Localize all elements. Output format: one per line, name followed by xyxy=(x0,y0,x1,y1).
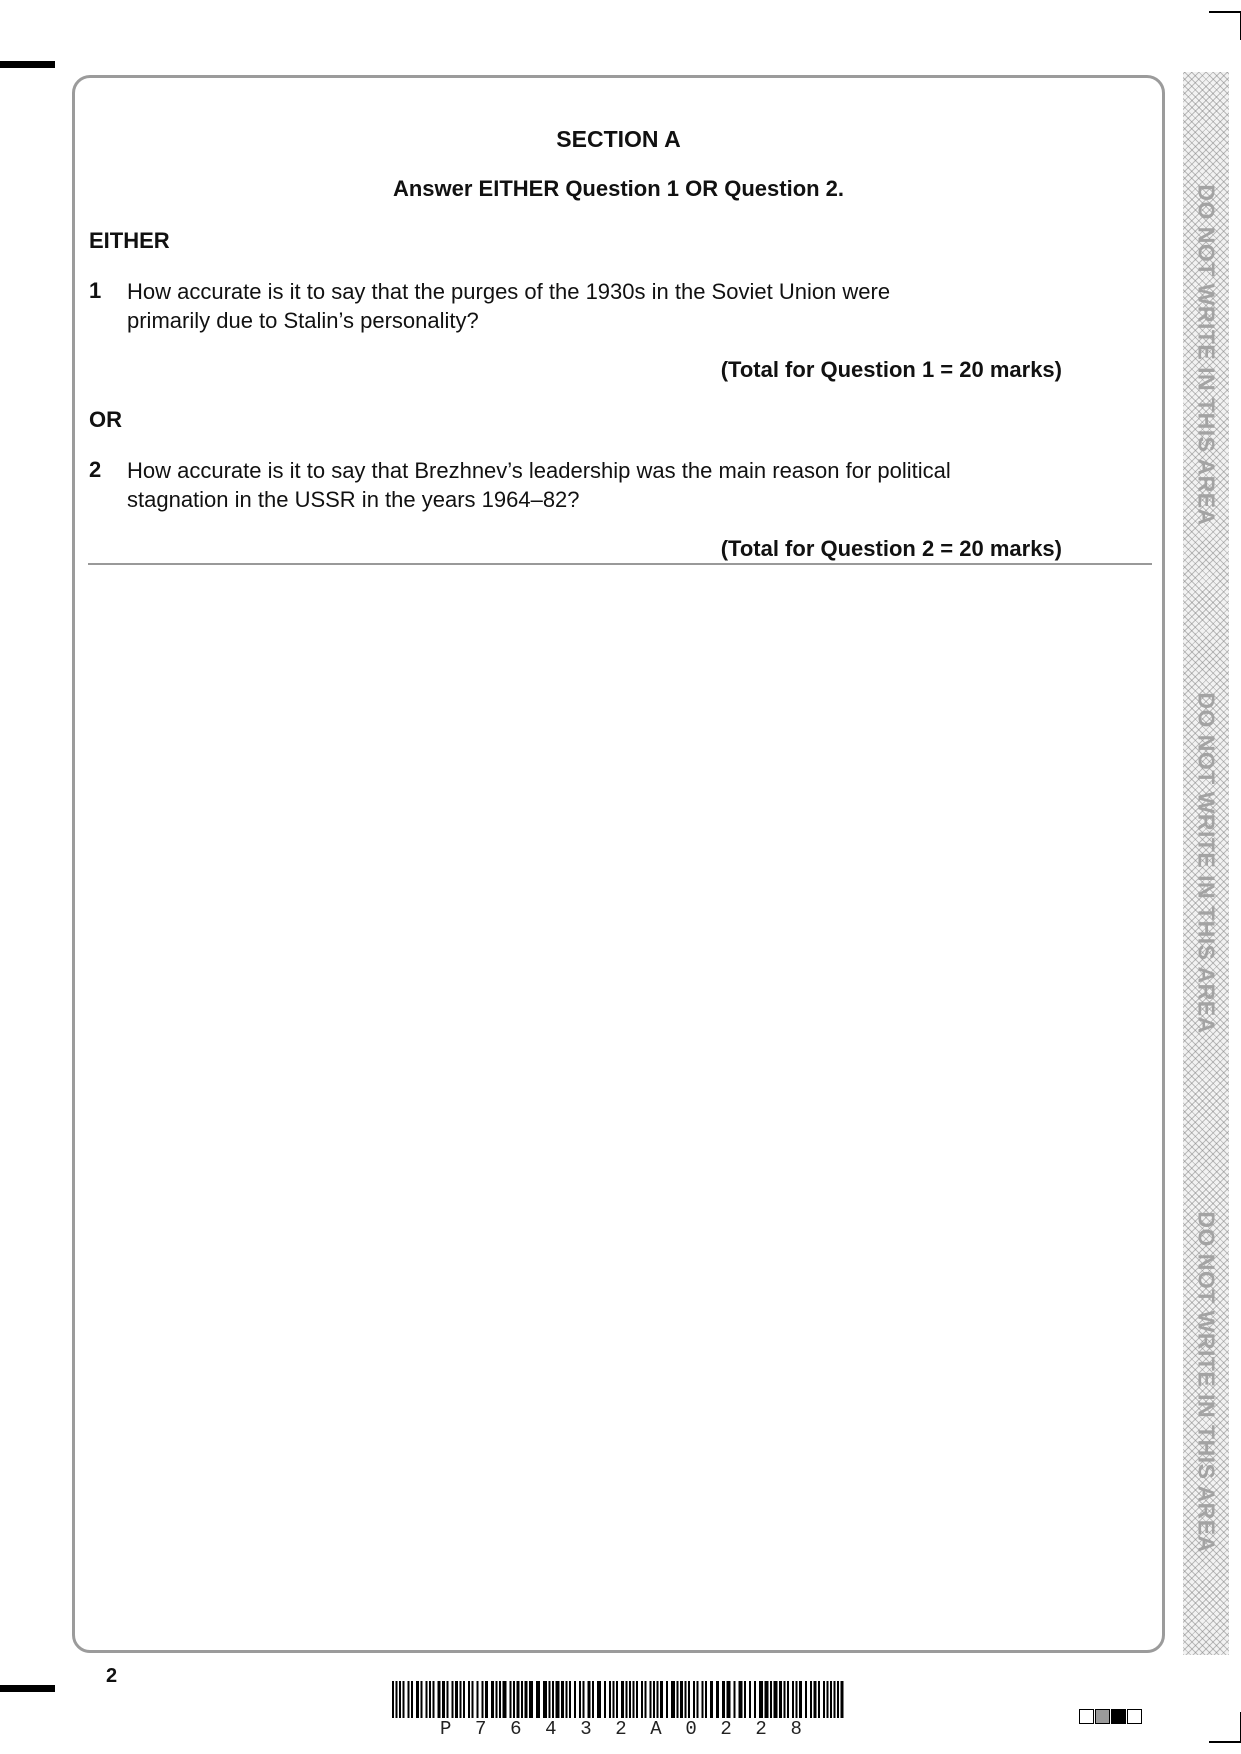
barcode-bar xyxy=(491,1681,494,1718)
barcode-bar xyxy=(841,1681,844,1718)
barcode-digits xyxy=(392,1718,844,1740)
page-number: 2 xyxy=(106,1665,118,1687)
barcode-bar xyxy=(521,1681,523,1718)
barcode-bar xyxy=(421,1681,423,1718)
barcode-bar xyxy=(739,1681,743,1718)
barcode-bar xyxy=(592,1681,594,1718)
barcode-bar xyxy=(503,1681,507,1718)
barcode-digit: 6 xyxy=(510,1718,522,1740)
question-text-line-2: stagnation in the USSR in the years 1964–82? xyxy=(127,487,580,512)
question-marks: (Total for Question 2 = 20 marks) xyxy=(720,536,1062,561)
margin-warning-top: DO NOT WRITE IN THIS AREA xyxy=(1193,184,1220,526)
barcode-bar xyxy=(765,1681,769,1718)
barcode-bar xyxy=(609,1681,611,1718)
barcode-bar xyxy=(749,1681,751,1718)
barcode-bar xyxy=(411,1681,413,1718)
barcode-bar xyxy=(556,1681,560,1718)
indicator-square xyxy=(1111,1709,1126,1724)
barcode-bar xyxy=(805,1681,807,1718)
barcode-bar xyxy=(566,1681,568,1718)
barcode-bar xyxy=(399,1681,401,1718)
barcode-bar xyxy=(710,1681,713,1718)
barcode-bar xyxy=(810,1681,812,1718)
page-indicator-squares xyxy=(1079,1709,1142,1724)
barcode-bar xyxy=(823,1681,825,1718)
barcode-bar xyxy=(754,1681,756,1718)
barcode-bar xyxy=(645,1681,647,1718)
barcode-bar xyxy=(396,1681,398,1718)
barcode-bar xyxy=(796,1681,798,1718)
indicator-square xyxy=(1127,1709,1142,1724)
barcode-bar xyxy=(677,1681,679,1718)
barcode-bar xyxy=(680,1681,683,1718)
margin-warning-middle: DO NOT WRITE IN THIS AREA xyxy=(1193,692,1220,1034)
barcode-bar xyxy=(636,1681,638,1718)
barcode-bar xyxy=(792,1681,794,1718)
barcode-bar xyxy=(403,1681,405,1718)
barcode-bar xyxy=(561,1681,564,1718)
barcode-bar xyxy=(408,1681,410,1718)
barcode-bar xyxy=(513,1681,515,1718)
barcode-bar xyxy=(452,1681,454,1718)
crop-mark-bottom-right xyxy=(1205,1712,1241,1754)
barcode-bar xyxy=(799,1681,802,1718)
barcode-bar xyxy=(744,1681,746,1718)
or-label: OR xyxy=(89,407,122,432)
barcode-bar xyxy=(650,1681,652,1718)
barcode-bar xyxy=(569,1681,571,1718)
question-text-line-2: primarily due to Stalin’s personality? xyxy=(127,308,479,333)
barcode-bar xyxy=(426,1681,428,1718)
registration-mark-bottom-left xyxy=(0,1685,55,1692)
barcode-bar xyxy=(657,1681,659,1718)
barcode-bar xyxy=(784,1681,786,1718)
barcode-bar xyxy=(455,1681,458,1718)
barcode-bar xyxy=(588,1681,591,1718)
barcode-bar xyxy=(702,1681,704,1718)
barcode-bar xyxy=(837,1681,839,1718)
barcode-bar xyxy=(460,1681,462,1718)
barcode-digit: 2 xyxy=(755,1718,767,1740)
barcode-bar xyxy=(574,1681,576,1718)
barcode-bar xyxy=(433,1681,435,1718)
barcode-digit: 4 xyxy=(545,1718,557,1740)
barcode-bar xyxy=(472,1681,474,1718)
barcode-digit: 7 xyxy=(475,1718,487,1740)
section-divider xyxy=(88,563,1152,565)
barcode-bar xyxy=(722,1681,725,1718)
barcode-bar xyxy=(830,1681,832,1718)
margin-warning-bottom: DO NOT WRITE IN THIS AREA xyxy=(1193,1211,1220,1553)
registration-mark-top-left xyxy=(0,61,55,68)
section-instruction: Answer EITHER Question 1 OR Question 2. xyxy=(392,176,845,201)
barcode-bar xyxy=(688,1681,690,1718)
barcode-bar xyxy=(597,1681,601,1718)
barcode-bar xyxy=(779,1681,782,1718)
barcode-bar xyxy=(429,1681,431,1718)
barcode-bar xyxy=(552,1681,554,1718)
barcode-bar xyxy=(604,1681,606,1718)
barcode-bar xyxy=(463,1681,465,1718)
barcode-bar xyxy=(685,1681,687,1718)
barcode-bar xyxy=(442,1681,445,1718)
question-text-line-1: How accurate is it to say that the purges of the 1930s in the Soviet Union were xyxy=(127,279,891,304)
barcode-digit: 2 xyxy=(615,1718,627,1740)
barcode-bar xyxy=(447,1681,449,1718)
barcode-digit: 0 xyxy=(685,1718,697,1740)
barcode-bar xyxy=(641,1681,643,1718)
barcode-bar xyxy=(536,1681,540,1718)
barcode-bar xyxy=(499,1681,501,1718)
barcode-bar xyxy=(671,1681,675,1718)
indicator-square xyxy=(1079,1709,1094,1724)
barcode-bar xyxy=(613,1681,615,1718)
barcode-bar xyxy=(529,1681,533,1718)
barcode-digit: 8 xyxy=(790,1718,802,1740)
barcode-bar xyxy=(525,1681,528,1718)
barcode-digit: 3 xyxy=(580,1718,592,1740)
crop-mark-top-right xyxy=(1205,0,1241,40)
barcode-bar xyxy=(693,1681,695,1718)
barcode-bar xyxy=(392,1681,394,1718)
barcode-bar xyxy=(734,1681,736,1718)
barcode-bar xyxy=(517,1681,520,1718)
barcode-bar xyxy=(827,1681,829,1718)
indicator-square xyxy=(1095,1709,1110,1724)
barcode-bar xyxy=(716,1681,719,1718)
barcode-bar xyxy=(621,1681,624,1718)
barcode-bar xyxy=(543,1681,547,1718)
barcode-bar xyxy=(496,1681,498,1718)
question-number: 2 xyxy=(89,457,102,482)
barcode-bar xyxy=(477,1681,479,1718)
barcode-bar xyxy=(660,1681,663,1718)
either-label: EITHER xyxy=(89,228,170,253)
barcode-bar xyxy=(510,1681,512,1718)
barcode-bar xyxy=(774,1681,778,1718)
question-text-line-1: How accurate is it to say that Brezhnev’s leadership was the main reason for political xyxy=(127,458,951,483)
question-marks: (Total for Question 1 = 20 marks) xyxy=(720,357,1062,382)
barcode-bar xyxy=(416,1681,419,1718)
barcode-bar xyxy=(468,1681,470,1718)
barcode-bar xyxy=(666,1681,668,1718)
barcode-bar xyxy=(626,1681,628,1718)
barcode-bar xyxy=(616,1681,618,1718)
section-title: SECTION A xyxy=(556,126,681,152)
barcode-bar xyxy=(629,1681,631,1718)
barcode-bar xyxy=(653,1681,655,1718)
barcode-bar xyxy=(633,1681,635,1718)
barcode-bar xyxy=(438,1681,441,1718)
barcode-bar xyxy=(759,1681,763,1718)
barcode-bar xyxy=(579,1681,581,1718)
barcode-bar xyxy=(834,1681,836,1718)
barcode-bar xyxy=(583,1681,585,1718)
barcode-bar xyxy=(482,1681,484,1718)
barcode-bar xyxy=(549,1681,551,1718)
barcode-bar xyxy=(818,1681,820,1718)
barcode-digit: A xyxy=(650,1718,662,1740)
barcode-bar xyxy=(485,1681,488,1718)
barcode-bar xyxy=(697,1681,699,1718)
barcode-bar xyxy=(814,1681,817,1718)
barcode-bar xyxy=(787,1681,789,1718)
barcode-bar xyxy=(727,1681,731,1718)
barcode-digit: 2 xyxy=(720,1718,732,1740)
barcode-bar xyxy=(770,1681,772,1718)
barcode xyxy=(392,1681,844,1718)
barcode-bar xyxy=(705,1681,707,1718)
question-number: 1 xyxy=(89,278,102,303)
barcode-digit: P xyxy=(440,1718,452,1740)
